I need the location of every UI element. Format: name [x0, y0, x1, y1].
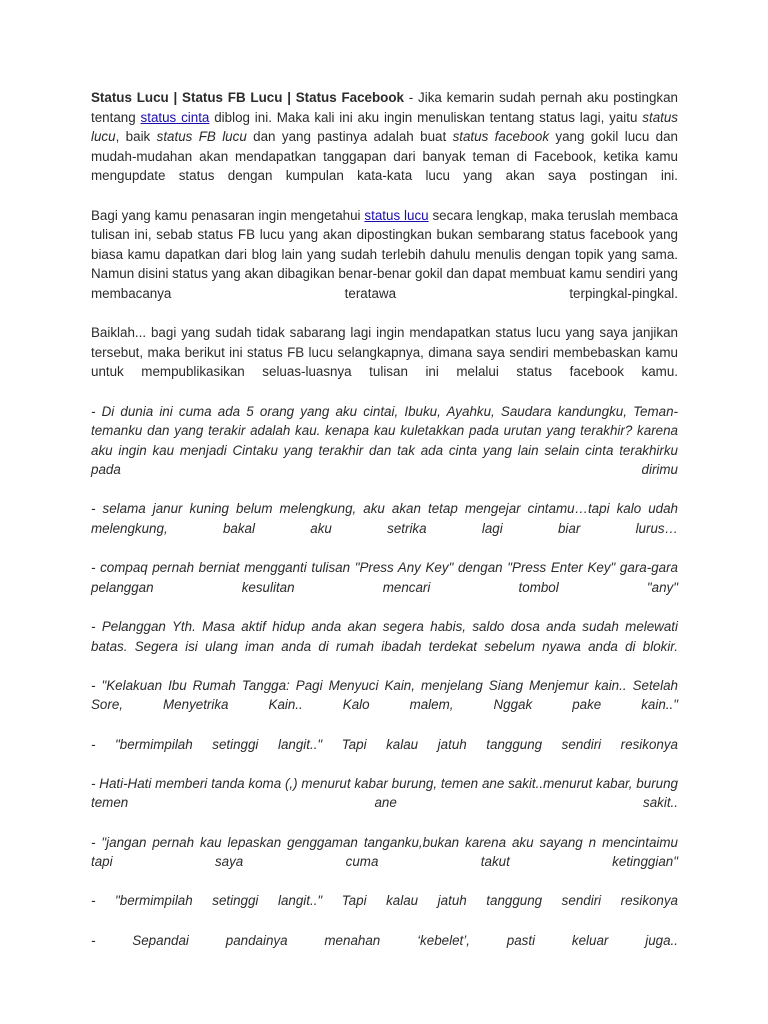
- text-segment: Bagi yang kamu penasaran ingin mengetahui: [91, 207, 365, 223]
- text-segment: yang gokil lucu dan mudah-mudahan akan mendapatkan tanggapan dari banyak teman di Facebook, ketika kamu mengupdate status dengan kumpulan kata-kata lucu yang akan saya postingan ini.: [91, 129, 678, 184]
- status-item: - Sepandai pandainya menahan ‘kebelet’, pasti keluar juga..: [91, 932, 678, 948]
- status-item: - compaq pernah berniat mengganti tulisan "Press Any Key" dengan "Press Enter Key" gara-gara pelanggan kesulitan mencari tombol "any": [91, 560, 678, 595]
- emphasis-status-lucu: status lucu: [91, 109, 679, 145]
- status-item: - "bermimpilah setinggi langit.." Tapi kalau jatuh tanggung sendiri resikonya: [91, 736, 678, 752]
- intro-paragraph-1: [91, 88, 678, 186]
- status-item: - Pelanggan Yth. Masa aktif hidup anda akan segera habis, saldo dosa anda sudah melewati batas. Segera isi ulang iman anda di rumah ibadah terdekat sebelum nyawa anda di blokir.: [91, 619, 678, 654]
- intro-paragraph-2: [91, 206, 678, 304]
- text-segment: secara lengkap, maka teruslah membaca tulisan ini, sebab status FB lucu yang akan dipostingkan bukan sembarang status facebook yang biasa kamu dapatkan dari blog lain yang sudah terlebih dahulu menulis dengan topik yang sama. Namun disini status yang akan dibagikan benar-benar gokil dan dapat membuat kamu sendiri yang membacanya teratawa terpingkal-pingkal.: [91, 207, 678, 301]
- text-segment: , baik: [115, 129, 157, 145]
- status-item: - "jangan pernah kau lepaskan genggaman tanganku,bukan karena aku sayang n mencintaimu tapi saya cuma takut ketinggian": [91, 834, 678, 870]
- text-segment: diblog ini. Maka kali ini aku ingin menuliskan tentang status lagi, yaitu: [209, 109, 643, 125]
- status-lucu-link[interactable]: status lucu: [364, 207, 429, 223]
- status-item: - selama janur kuning belum melengkung, aku akan tetap mengejar cintamu…tapi kalo udah melengkung, bakal aku setrika lagi biar lurus…: [91, 501, 678, 537]
- status-item: - Hati-Hati memberi tanda koma (,) menurut kabar burung, temen ane sakit..menurut kabar, burung temen ane sakit..: [91, 775, 678, 811]
- text-segment: dan yang pastinya adalah buat: [246, 129, 453, 145]
- article-title: Status Lucu | Status FB Lucu | Status Facebook: [91, 90, 404, 105]
- status-item: - "Kelakuan Ibu Rumah Tangga: Pagi Menyuci Kain, menjelang Siang Menjemur kain.. Setelah Sore, Menyetrika Kain.. Kalo malem, Nggak pake kain..": [91, 677, 678, 713]
- document-body: [91, 88, 678, 970]
- emphasis-status-fb-lucu: status FB lucu: [156, 129, 247, 145]
- emphasis-status-facebook: status facebook: [452, 129, 550, 145]
- status-item: - Di dunia ini cuma ada 5 orang yang aku cintai, Ibuku, Ayahku, Saudara kandungku, Teman-temanku dan yang terakir adalah kau. kenapa kau kuletakkan pada urutan yang terakhir? karena aku ingin kau menjadi Cintaku yang terakhir dan tak ada cinta yang lain selain cinta terakhirku pada dirimu: [91, 403, 678, 478]
- status-item: - "bermimpilah setinggi langit.." Tapi kalau jatuh tanggung sendiri resikonya: [91, 893, 678, 909]
- intro-paragraph-3: Baiklah... bagi yang sudah tidak sabarang lagi ingin mendapatkan status lucu yang saya janjikan tersebut, maka berikut ini status FB lucu selangkapnya, dimana saya sendiri membebaskan kamu untuk mempublikasikan seluas-luasnya tulisan ini melalui status facebook kamu.: [91, 325, 678, 380]
- status-cinta-link[interactable]: status cinta: [140, 109, 210, 125]
- text-segment: - Jika kemarin sudah pernah aku postingkan tentang: [91, 90, 679, 125]
